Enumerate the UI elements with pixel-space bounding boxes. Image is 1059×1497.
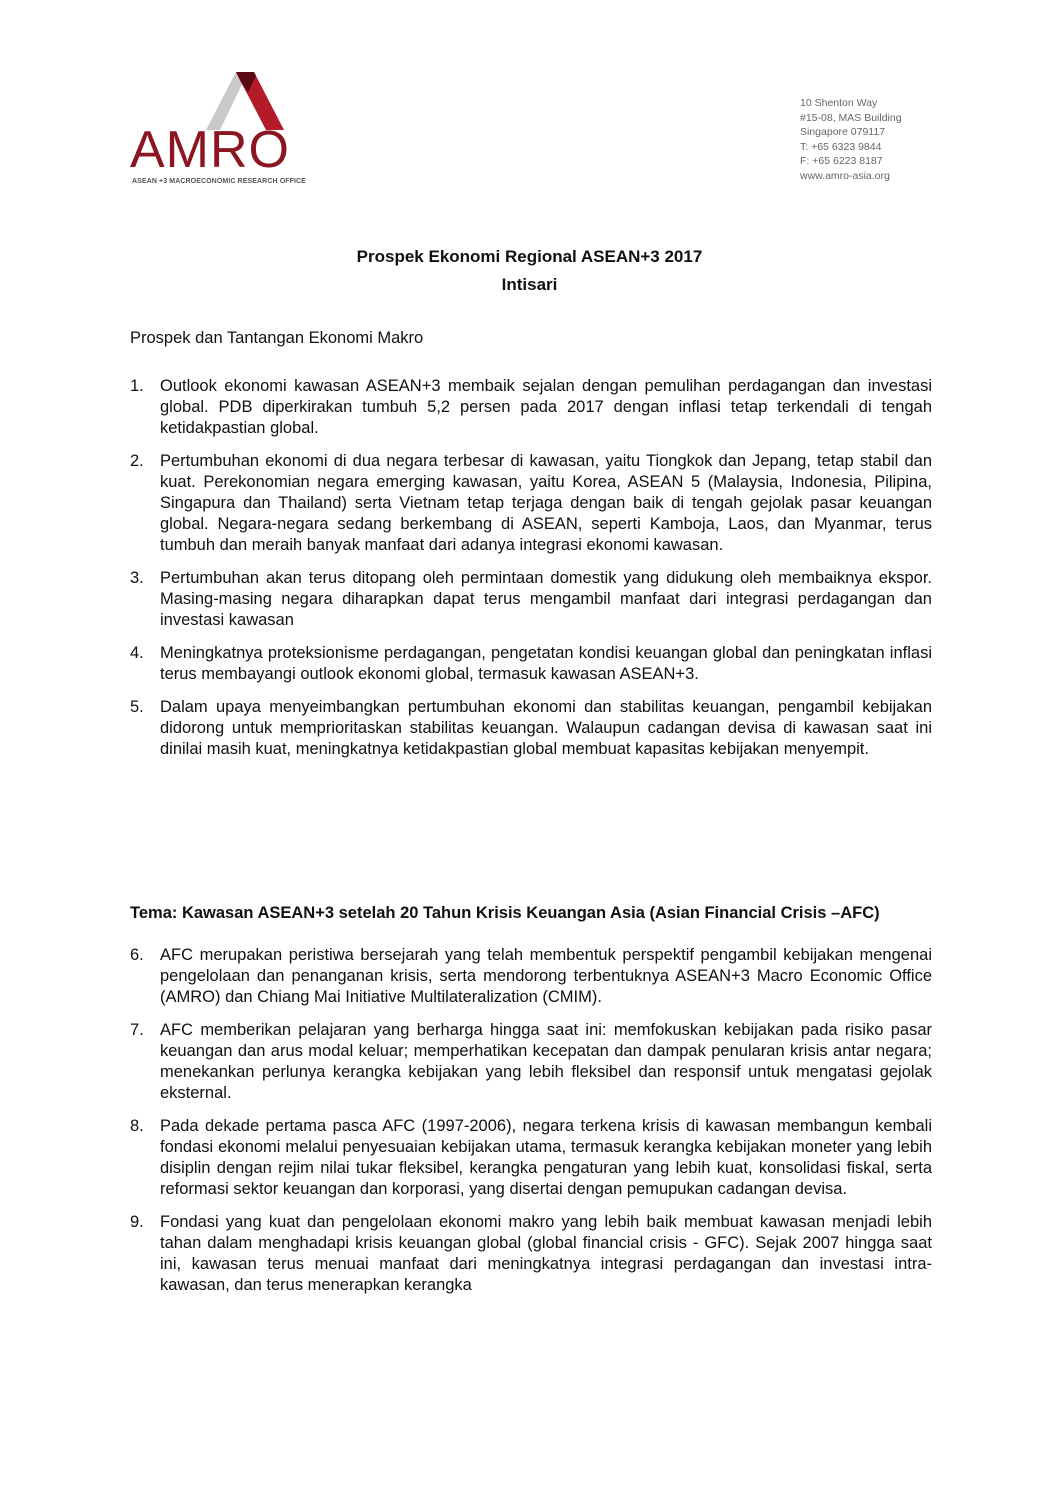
item-number: 2. — [130, 452, 144, 470]
phone-line: T: +65 6323 9844 — [800, 140, 882, 153]
item-text: Meningkatnya proteksionisme perdagangan, pengetatan kondisi keuangan global dan peningkatan inflasi terus membayangi outlook ekonomi global, termasuk kawasan ASEAN+3. — [160, 644, 932, 683]
item-number: 8. — [130, 1117, 144, 1135]
item-text: Dalam upaya menyeimbangkan pertumbuhan ekonomi dan stabilitas keuangan, pengambil kebijakan didorong untuk memprioritaskan stabilitas keuangan. Walaupun cadangan devisa di kawasan saat ini dinilai masih kuat, meningkatnya ketidakpastian global membuat kapasitas kebijakan menyempit. — [160, 698, 932, 758]
address-line: #15-08, MAS Building — [800, 111, 902, 124]
item-number: 5. — [130, 698, 144, 716]
amro-logo — [128, 68, 328, 188]
section-heading: Prospek dan Tantangan Ekonomi Makro — [130, 329, 424, 347]
section2-list — [130, 945, 932, 1308]
list-item — [130, 1020, 932, 1104]
list-item — [130, 568, 932, 631]
address-line: 10 Shenton Way — [800, 97, 878, 109]
address-block — [800, 96, 902, 184]
list-item — [130, 1116, 932, 1200]
section1-list — [130, 376, 932, 772]
logo-subtitle: ASEAN +3 MACROECONOMIC RESEARCH OFFICE — [132, 178, 306, 185]
list-item — [130, 643, 932, 685]
logo-wordmark: AMRO — [130, 121, 290, 179]
item-text: AFC memberikan pelajaran yang berharga hingga saat ini: memfokuskan kebijakan pada risiko pasar keuangan dan arus modal keluar; memperhatikan kecepatan dan dampak penularan krisis antar negara; menekankan perlunya kerangka kebijakan yang lebih fleksibel dan responsif untuk mengatasi gejolak eksternal. — [160, 1021, 932, 1102]
list-item — [130, 697, 932, 760]
website-link[interactable]: www.amro-asia.org — [800, 169, 890, 182]
address-line: Singapore 079117 — [800, 126, 886, 139]
item-text: Pada dekade pertama pasca AFC (1997-2006), negara terkena krisis di kawasan membangun kembali fondasi ekonomi melalui penyesuaian kebijakan utama, termasuk kerangka kebijakan moneter yang lebih disiplin dengan rejim nilai tukar fleksibel, kerangka pengaturan yang lebih kuat, konsolidasi fiskal, serta reformasi sektor keuangan dan korporasi, yang disertai dengan pemupukan cadangan devisa. — [160, 1117, 932, 1198]
item-text: Fondasi yang kuat dan pengelolaan ekonomi makro yang lebih baik membuat kawasan menjadi lebih tahan dalam menghadapi krisis keuangan global (global financial crisis - GFC). Sejak 2007 hingga saat ini, kawasan terus menuai manfaat dari meningkatnya integrasi perdagangan dan investasi intra-kawasan, dan terus menerapkan kerangka — [160, 1213, 932, 1294]
item-number: 9. — [130, 1213, 144, 1231]
item-number: 1. — [130, 377, 144, 395]
theme-heading: Tema: Kawasan ASEAN+3 setelah 20 Tahun Krisis Keuangan Asia (Asian Financial Crisis –AFC) — [130, 904, 880, 922]
item-text: Pertumbuhan akan terus ditopang oleh permintaan domestik yang didukung oleh membaiknya ekspor. Masing-masing negara diharapkan dapat terus mengambil manfaat dari integrasi perdagangan dan investasi kawasan — [160, 569, 932, 629]
item-number: 6. — [130, 946, 144, 964]
item-text: Pertumbuhan ekonomi di dua negara terbesar di kawasan, yaitu Tiongkok dan Jepang, tetap stabil dan kuat. Perekonomian negara emerging kawasan, yaitu Korea, ASEAN 5 (Malaysia, Indonesia, Pilipina, Singapura dan Thailand) serta Vietnam tetap terjaga dengan baik di tengah gejolak pasar keuangan global. Negara-negara sedang berkembang di ASEAN, seperti Kamboja, Laos, dan Myanmar, terus tumbuh dan meraih banyak manfaat dari adanya integrasi ekonomi kawasan. — [160, 452, 932, 554]
item-text: Outlook ekonomi kawasan ASEAN+3 membaik sejalan dengan pemulihan perdagangan dan investasi global. PDB diperkirakan tumbuh 5,2 persen pada 2017 dengan inflasi tetap terkendali di tengah ketidakpastian global. — [160, 377, 932, 437]
item-number: 4. — [130, 644, 144, 662]
fax-line: F: +65 6223 8187 — [800, 155, 883, 168]
item-number: 3. — [130, 569, 144, 587]
list-item — [130, 945, 932, 1008]
list-item — [130, 1212, 932, 1296]
list-item — [130, 376, 932, 439]
item-number: 7. — [130, 1021, 144, 1039]
document-subtitle: Intisari — [501, 275, 558, 294]
item-text: AFC merupakan peristiwa bersejarah yang telah membentuk perspektif pengambil kebijakan mengenai pengelolaan dan penanganan krisis, serta mendorong terbentuknya ASEAN+3 Macro Economic Office (AMRO) dan Chiang Mai Initiative Multilateralization (CMIM). — [160, 946, 932, 1006]
document-title: Prospek Ekonomi Regional ASEAN+3 2017 — [356, 247, 703, 266]
list-item — [130, 451, 932, 556]
